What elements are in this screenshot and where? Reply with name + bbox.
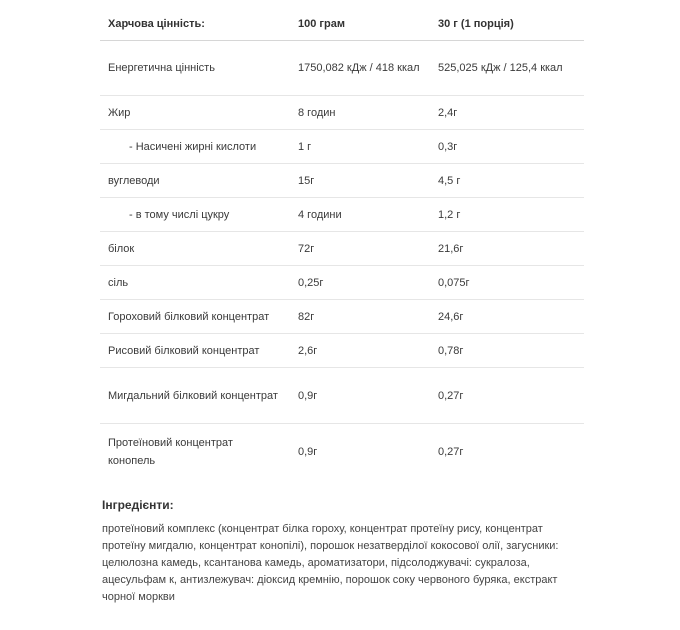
value-per-100g: 0,9г [298,445,318,458]
header-per-100g: 100 грам [290,7,430,41]
value-per-serving: 0,27г [438,445,464,458]
nutrient-name: білок [100,232,290,266]
header-nutrition-value: Харчова цінність: [100,7,290,41]
nutrition-table [100,7,584,479]
value-per-serving: 0,075г [430,266,584,300]
table-row [100,164,584,198]
value-per-serving: 24,6г [430,300,584,334]
value-per-100g: 1750,082 кДж / 418 ккал [290,41,430,96]
table-header-row [100,7,584,41]
header-per-serving: 30 г (1 порція) [430,7,584,41]
value-per-100g: 1 г [290,130,430,164]
nutrient-name: Мигдальний білковий концентрат [100,368,290,424]
value-per-100g: 0,25г [290,266,430,300]
ingredients-text: протеїновий комплекс (концентрат білка гороху, концентрат протеїну рису, концентрат протеїну мигдалю, концентрат конопілі), порошок незатверділої кокосової олії, загусники: целюлозна камедь, ксантанова камедь, ароматизатори, підсолоджувачі: сукралоза, ацесульфам к, антизлежувач: діоксид кремнію, порошок соку червоного буряка, екстракт чорної моркви [102,523,559,603]
value-per-100g: 82г [290,300,430,334]
table-row [100,334,584,368]
nutrient-name: - Насичені жирні кислоти [100,130,290,164]
value-per-100g: 4 години [290,198,430,232]
nutrient-name: Протеїновий концентрат конопель [108,436,233,467]
value-per-serving: 0,27г [430,368,584,424]
table-row [100,198,584,232]
table-row [100,266,584,300]
table-row [100,424,584,480]
ingredients-section [102,497,572,606]
nutrient-name: Рисовий білковий концентрат [100,334,290,368]
nutrient-name: Жир [100,96,290,130]
value-per-serving: 0,3г [430,130,584,164]
ingredients-title: Інгредієнти: [102,498,174,512]
value-per-serving: 2,4г [430,96,584,130]
table-row [100,232,584,266]
value-per-100g: 0,9г [290,368,430,424]
table-row [100,130,584,164]
value-per-100g: 8 годин [290,96,430,130]
nutrient-name: сіль [100,266,290,300]
value-per-serving: 0,78г [430,334,584,368]
nutrient-name: - в тому числі цукру [100,198,290,232]
value-per-serving: 21,6г [430,232,584,266]
table-row [100,41,584,96]
value-per-100g: 15г [290,164,430,198]
table-row [100,368,584,424]
table-row [100,96,584,130]
value-per-serving: 4,5 г [430,164,584,198]
value-per-serving: 1,2 г [430,198,584,232]
nutrient-name: вуглеводи [100,164,290,198]
nutrient-name: Енергетична цінність [100,41,290,96]
value-per-100g: 2,6г [290,334,430,368]
nutrient-name: Гороховий білковий концентрат [100,300,290,334]
table-row [100,300,584,334]
value-per-serving: 525,025 кДж / 125,4 ккал [430,41,584,96]
value-per-100g: 72г [290,232,430,266]
